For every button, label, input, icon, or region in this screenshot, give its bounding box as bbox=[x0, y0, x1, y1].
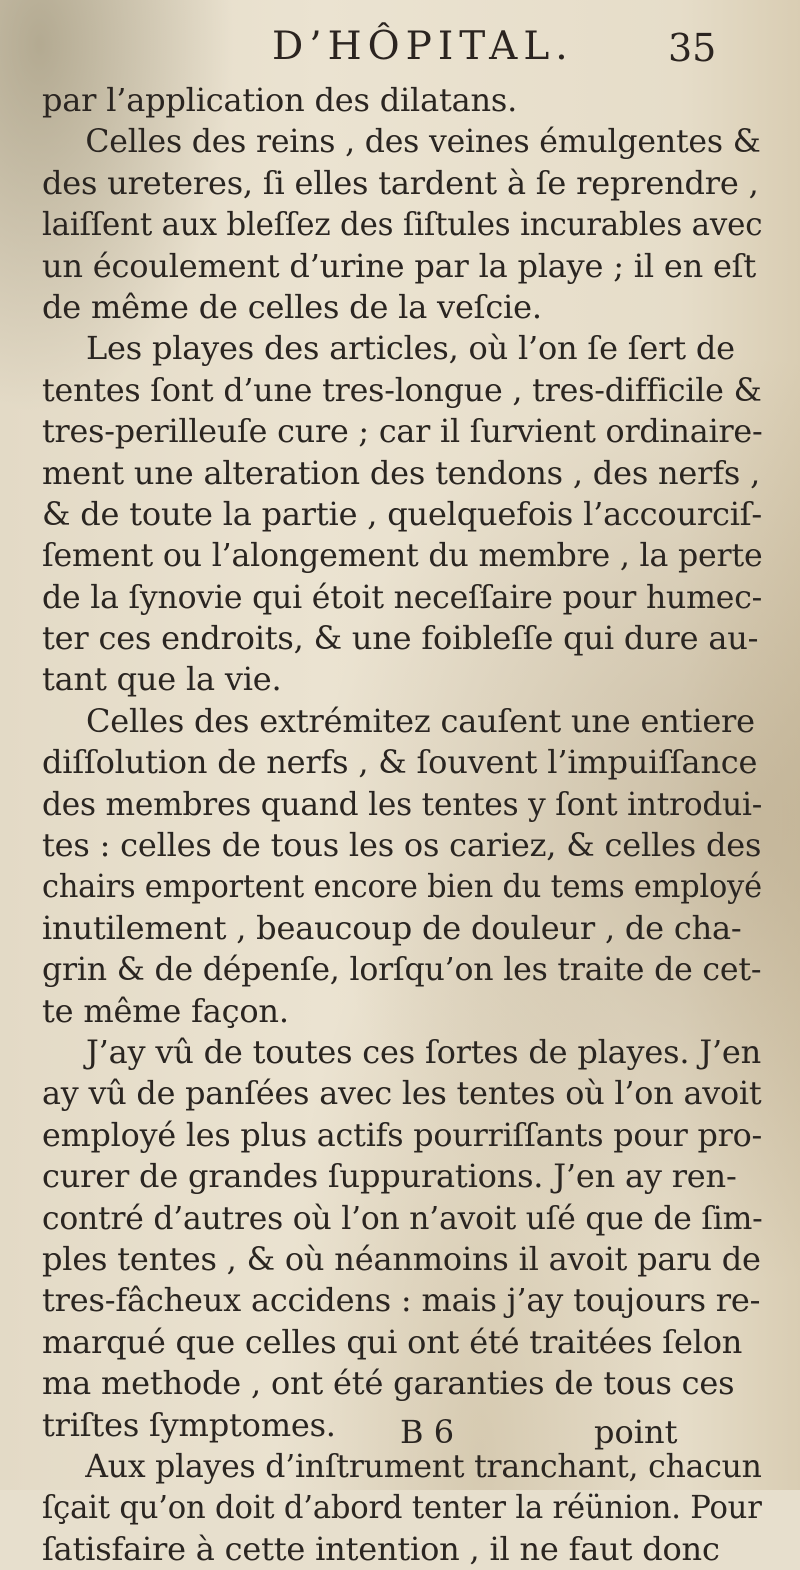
text-line: J’ay vû de toutes ces ſortes de playes. J’en bbox=[86, 1032, 762, 1071]
text-line: ma methode , ont été garanties de tous ces bbox=[42, 1364, 735, 1403]
text-line: un écoulement d’urine par la playe ; il en eſt bbox=[42, 246, 756, 285]
text-line: ment une alteration des tendons , des nerfs , bbox=[42, 453, 761, 492]
text-line: Les playes des articles, où l’on ſe ſert de bbox=[86, 329, 735, 368]
text-line: contré d’autres où l’on n’avoit uſé que de ſim- bbox=[42, 1198, 763, 1237]
text-line: tes : celles de tous les os cariez, & celles des bbox=[42, 826, 762, 865]
page-number: 35 bbox=[668, 26, 717, 70]
text-line: de même de celles de la veſcie. bbox=[42, 287, 542, 326]
body-text bbox=[42, 80, 762, 1570]
text-line: & de toute la partie , quelquefois l’accourciſ- bbox=[42, 494, 762, 533]
text-line: triſtes ſymptomes. bbox=[42, 1405, 336, 1444]
text-line: chairs emportent encore bien du tems employé bbox=[42, 867, 762, 906]
text-line: Celles des reins , des veines émulgentes & bbox=[85, 122, 761, 161]
text-line: ples tentes , & où néanmoins il avoit paru de bbox=[42, 1239, 761, 1278]
text-line: marqué que celles qui ont été traitées ſelon bbox=[42, 1322, 743, 1361]
text-line: tant que la vie. bbox=[42, 660, 282, 699]
text-line: tres-fâcheux accidens : mais j’ay toujours re- bbox=[42, 1281, 761, 1320]
text-line: des membres quand les tentes y ſont introdui- bbox=[42, 784, 763, 823]
running-title: D’HÔPITAL. bbox=[272, 24, 574, 69]
page-header bbox=[0, 12, 800, 82]
text-line: curer de grandes ſuppurations. J’en ay ren- bbox=[42, 1157, 737, 1196]
text-line: tentes ſont d’une tres-longue , tres-difficile & bbox=[42, 370, 762, 409]
text-line: te même façon. bbox=[42, 991, 289, 1030]
catchword: point bbox=[594, 1413, 678, 1451]
text-line: Aux playes d’inſtrument tranchant, chacun bbox=[85, 1446, 762, 1485]
text-line: Celles des extrémitez cauſent une entiere bbox=[86, 701, 755, 740]
text-line: tres-perilleuſe cure ; car il ſurvient ordinaire- bbox=[42, 412, 763, 451]
text-line: des ureteres, ſi elles tardent à ſe reprendre , bbox=[42, 163, 759, 202]
text-line: par l’application des dilatans. bbox=[42, 81, 518, 119]
text-line: ſatisfaire à cette intention , il ne faut donc bbox=[42, 1529, 720, 1568]
text-line: employé les plus actifs pourriſſants pour pro- bbox=[42, 1115, 763, 1154]
text-line: ſçait qu’on doit d’abord tenter la réünion. Pour bbox=[42, 1488, 762, 1527]
page-footer bbox=[0, 1413, 800, 1457]
text-line: ter ces endroits, & une foibleſſe qui dure au- bbox=[42, 619, 759, 658]
text-line: ſement ou l’alongement du membre , la perte bbox=[42, 536, 763, 575]
text-line: inutilement , beaucoup de douleur , de cha- bbox=[42, 908, 742, 947]
text-line: ay vû de panſées avec les tentes où l’on avoit bbox=[42, 1074, 762, 1113]
text-line: diſſolution de nerfs , & ſouvent l’impuiſſance bbox=[42, 743, 758, 782]
text-line: laiſſent aux bleſſez des ſiſtules incurables avec bbox=[42, 205, 763, 244]
text-line: grin & de dépenſe, lorſqu’on les traite de cet- bbox=[42, 950, 762, 989]
signature-mark: B 6 bbox=[400, 1413, 455, 1451]
text-line: de la ſynovie qui étoit neceſſaire pour humec- bbox=[42, 577, 763, 616]
